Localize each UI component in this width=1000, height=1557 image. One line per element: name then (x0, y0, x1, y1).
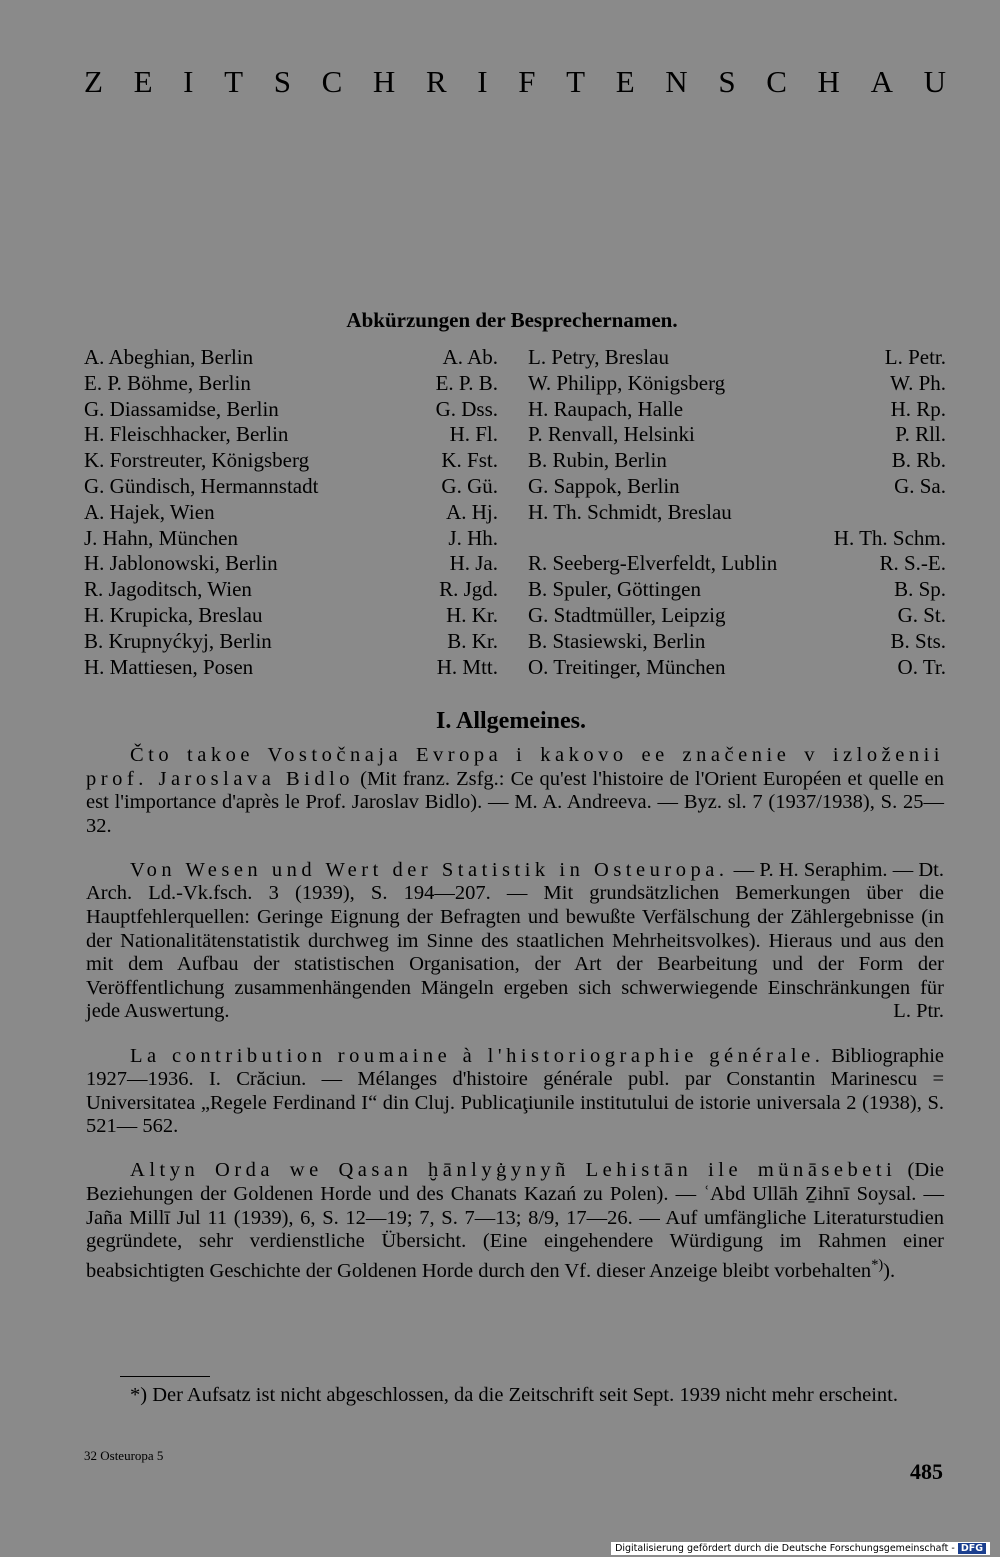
abbreviation-row (84, 629, 498, 655)
footnote-mark: *) (130, 1384, 148, 1406)
running-header (84, 62, 946, 102)
entry (86, 1159, 944, 1283)
entries (86, 744, 944, 1295)
footnote-rule (120, 1376, 210, 1377)
entry-title: Von Wesen und Wert der Statistik in Osteuropa. (130, 858, 729, 881)
footnote-text: Der Aufsatz ist nicht abgeschlossen, da die Zeitschrift seit Sept. 1939 nicht mehr erscheint. (147, 1384, 898, 1406)
reviewer-name: G. Stadtmüller, Leipzig (528, 602, 726, 627)
entry-title: La contribution roumaine à l'historiographie générale. (130, 1044, 825, 1067)
reviewer-name: A. Hajek, Wien (84, 499, 215, 524)
abbreviation-row (84, 526, 498, 552)
abbreviation-row (84, 474, 498, 500)
reviewer-name: L. Petry, Breslau (528, 345, 669, 369)
abbreviation-row (84, 655, 498, 681)
reviewer-name: B. Rubin, Berlin (528, 448, 667, 473)
reviewer-abbreviation: G. Dss. (435, 396, 498, 421)
reviewer-name: H. Mattiesen, Posen (84, 654, 254, 679)
abbreviation-row (528, 448, 946, 474)
reviewer-abbreviation: H. Ja. (449, 551, 498, 576)
entry-title: Altyn Orda we Qasan ḫānlyġynyñ Lehistān ile münāsebeti (130, 1159, 897, 1182)
abbreviation-row (528, 474, 946, 500)
abbreviations-list-right (528, 345, 946, 680)
abbreviation-row (528, 577, 946, 603)
footnote-marker: *) (871, 1256, 884, 1273)
reviewer-abbreviation: R. Jgd. (439, 577, 498, 602)
reviewer-abbreviation: H. Kr. (446, 602, 498, 627)
reviewer-abbreviation: O. Tr. (897, 654, 946, 679)
abbreviation-row (528, 526, 946, 552)
abbreviation-row (84, 345, 498, 371)
reviewer-name: B. Krupnyćkyj, Berlin (84, 628, 272, 653)
entry-body: (Mit franz. Zsfg.: Ce qu'est l'histoire de l'Orient Européen et quelle en est l'importance d'après le Prof. Jaroslav Bidlo). — M. A. Andreeva. — Byz. sl. 7 (1937/1938), S. 25—32. (86, 767, 945, 837)
header-letter: S (273, 64, 291, 99)
reviewer-name: H. Fleischhacker, Berlin (84, 422, 289, 447)
header-letter: H (372, 64, 396, 99)
reviewer-abbreviation: H. Th. Schm. (833, 525, 946, 550)
reviewer-abbreviation: L. Petr. (884, 345, 946, 369)
entry-body: Bibliographie 1927—1936. I. Crăciun. — Mélanges d'histoire générale publ. par Constantin Marinescu = Universitatea „Regele Ferdinand I“ din Cluj. Publicaţiunile institutului de istorie universala 2 (1938), S. 521— 562. (86, 1044, 944, 1138)
reviewer-name: G. Diassamidse, Berlin (84, 396, 279, 421)
reviewer-name: J. Hahn, München (84, 525, 238, 550)
header-letter: N (665, 64, 688, 99)
header-letter: U (923, 64, 946, 99)
entry-body: (Die Beziehungen der Goldenen Horde und des Chanats Kazań zu Polen). — ʿAbd Ullāh Ẕihnī Soysal. — Jaña Millī Jul 11 (1939), 6, S. 12—19; 7, S. 7—13; 8/9, 17—26. — Auf umfängliche Literaturstudien gegründete, sehr verdienstliche Übersicht. (Eine eingehendere Würdigung im Rahmen einer beabsichtigten Geschichte der Goldenen Horde durch den Vf. dieser Anzeige bleibt vorbehalten (86, 1159, 944, 1282)
reviewer-abbreviation: B. Sts. (890, 628, 946, 653)
reviewer-name: H. Raupach, Halle (528, 396, 684, 421)
reviewer-abbreviation: B. Kr. (447, 628, 498, 653)
abbreviations-heading: Abkürzungen der Besprechernamen. (346, 308, 678, 332)
abbreviation-row (84, 371, 498, 397)
abbreviation-row (528, 397, 946, 423)
abbreviation-row (528, 422, 946, 448)
dfg-funding-note (611, 1542, 990, 1555)
header-letter: T (224, 64, 244, 99)
header-letter: F (518, 64, 536, 99)
abbreviation-row (528, 551, 946, 577)
section-heading: I. Allgemeines. (436, 708, 586, 734)
entry (86, 744, 944, 838)
reviewer-abbreviation: H. Mtt. (436, 654, 498, 679)
reviewer-name: P. Renvall, Helsinki (528, 422, 695, 447)
entry-body: — P. H. Seraphim. — Dt. Arch. Ld.-Vk.fsch. 3 (1939), S. 194—207. — Mit grundsätzlichen Bemerkungen über die Hauptfehlerquellen: Geringe Eignung der Befragten und bewußte Verfälschung der Zählergebnisse (in der Nationalitätenstatistik durchweg im Sinne des staatlichen Mehrheitsvolkes). Hieraus und aus den mit dem Aufbau der statistischen Organisation, der Art der Bearbeitung und der Form der Veröffentlichung zusammenhängenden Mängeln ergeben sich schwerwiegende Einschränkungen für jede Auswertung. (86, 858, 945, 1023)
reviewer-abbreviation: B. Sp. (894, 577, 946, 602)
abbreviation-row (528, 500, 946, 526)
header-letter: H (817, 64, 840, 99)
reviewer-name: W. Philipp, Königsberg (528, 370, 726, 395)
reviewer-name: O. Treitinger, München (528, 654, 726, 679)
abbreviation-row (528, 655, 946, 681)
reviewer-name: G. Sappok, Berlin (528, 473, 680, 498)
reviewer-abbreviation: H. Fl. (449, 422, 498, 447)
reviewer-name: A. Abeghian, Berlin (84, 345, 254, 369)
reviewer-name: H. Th. Schmidt, Breslau (528, 499, 732, 524)
header-letter: E (133, 64, 153, 99)
abbreviation-row (528, 603, 946, 629)
reviewer-name: H. Krupicka, Breslau (84, 602, 263, 627)
reviewer-signature: L. Ptr. (893, 1000, 944, 1023)
abbreviation-row (84, 551, 498, 577)
abbreviation-row (528, 371, 946, 397)
footnote (86, 1384, 944, 1408)
reviewer-abbreviation: G. St. (897, 602, 946, 627)
header-letter: C (766, 64, 787, 99)
reviewer-abbreviation: P. Rll. (895, 422, 946, 447)
signature-line: 32 Osteuropa 5 (84, 1448, 164, 1463)
abbreviation-row (528, 629, 946, 655)
header-letter: A (870, 64, 893, 99)
entry (86, 1045, 944, 1139)
reviewer-name: H. Jablonowski, Berlin (84, 551, 278, 576)
abbreviations-list-left (84, 345, 498, 680)
abbreviation-row (84, 422, 498, 448)
reviewer-abbreviation: A. Ab. (442, 345, 498, 369)
reviewer-abbreviation: E. P. B. (435, 370, 498, 395)
header-letter: R (425, 64, 447, 99)
entry-body-end: ). (883, 1259, 896, 1282)
abbreviation-row (528, 345, 946, 371)
reviewer-name: K. Forstreuter, Königsberg (84, 448, 310, 473)
reviewer-abbreviation: G. Gü. (441, 473, 498, 498)
reviewer-abbreviation: B. Rb. (891, 448, 946, 473)
dfg-note-text: Digitalisierung gefördert durch die Deutsche Forschungsgemeinschaft - (615, 1543, 955, 1554)
header-letter: I (183, 64, 194, 99)
dfg-logo: DFG (958, 1543, 986, 1554)
header-letter: S (718, 64, 736, 99)
header-letter: E (615, 64, 635, 99)
reviewer-name: B. Stasiewski, Berlin (528, 628, 706, 653)
reviewer-name: R. Seeberg-Elverfeldt, Lublin (528, 551, 778, 576)
entry-title: Čto takoe Vostočnaja Evropa i kakovo ee značenie v izloženii prof. Jaroslava Bidlo (86, 744, 944, 790)
entry (86, 859, 944, 1024)
reviewer-name: R. Jagoditsch, Wien (84, 577, 252, 602)
header-letter: I (477, 64, 488, 99)
page-number: 485 (910, 1459, 943, 1484)
header-letter: Z (84, 64, 103, 99)
reviewer-abbreviation: K. Fst. (441, 448, 498, 473)
reviewer-abbreviation: G. Sa. (894, 473, 946, 498)
abbreviation-row (84, 577, 498, 603)
reviewer-abbreviation: W. Ph. (890, 370, 946, 395)
reviewer-abbreviation: A. Hj. (446, 499, 498, 524)
reviewer-name: E. P. Böhme, Berlin (84, 370, 251, 395)
header-letter: C (321, 64, 343, 99)
reviewer-abbreviation: R. S.-E. (879, 551, 946, 576)
abbreviation-row (84, 603, 498, 629)
abbreviation-row (84, 397, 498, 423)
reviewer-abbreviation: H. Rp. (890, 396, 946, 421)
reviewer-name: G. Gündisch, Hermannstadt (84, 473, 319, 498)
reviewer-name: B. Spuler, Göttingen (528, 577, 701, 602)
reviewer-abbreviation: J. Hh. (448, 525, 498, 550)
header-letter: T (566, 64, 586, 99)
abbreviation-row (84, 448, 498, 474)
abbreviation-row (84, 500, 498, 526)
